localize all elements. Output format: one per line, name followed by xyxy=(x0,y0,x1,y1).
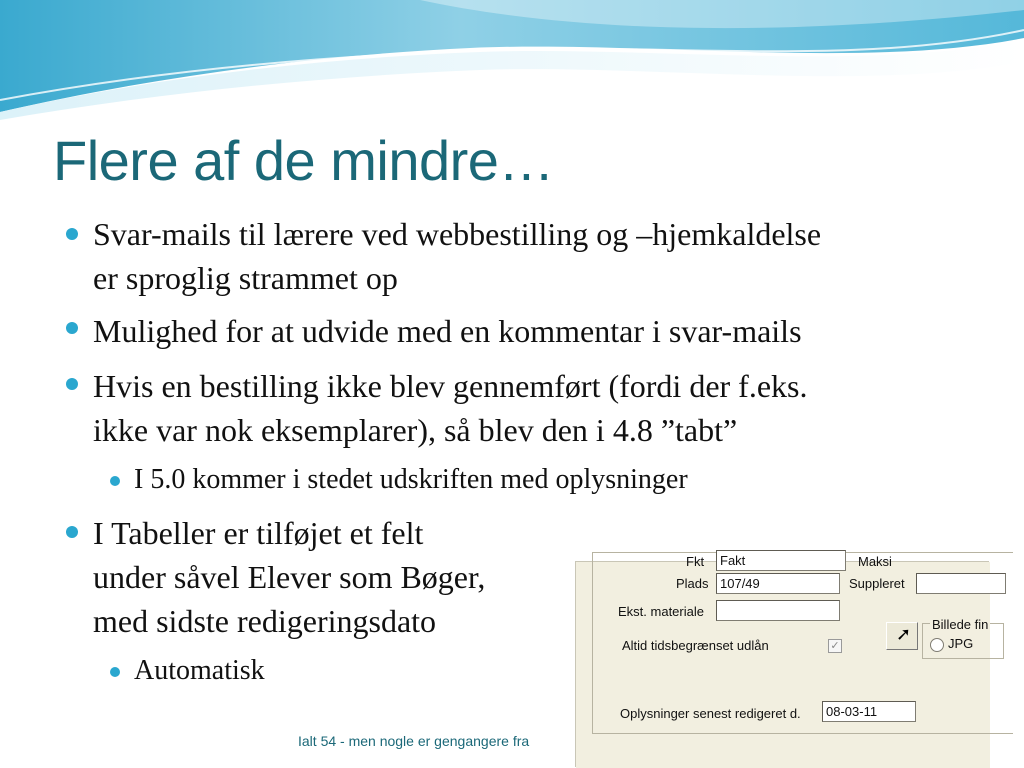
bullet-4-line-1: I Tabeller er tilføjet et felt xyxy=(93,515,424,551)
bullet-2: Mulighed for at udvide med en kommentar i svar-mails xyxy=(93,313,802,349)
bullet-1-line-2: er sproglig strammet op xyxy=(93,260,398,296)
redigeret-date-field[interactable]: 08-03-11 xyxy=(822,701,916,722)
bullet-dot xyxy=(66,526,78,538)
plads-label: Plads xyxy=(676,576,709,591)
tidsbegraenset-label: Altid tidsbegrænset udlån xyxy=(622,638,769,653)
jpg-label: JPG xyxy=(948,636,974,651)
top-label-partial: Fkt xyxy=(686,554,705,569)
bullet-dot xyxy=(66,322,78,334)
top-field-text: Fakt xyxy=(720,553,746,568)
plads-field[interactable]: 107/49 xyxy=(716,573,840,594)
browse-button[interactable] xyxy=(886,622,918,650)
sub-bullet-1: I 5.0 kommer i stedet udskriften med oplysninger xyxy=(134,464,688,495)
sub-bullet-2: Automatisk xyxy=(134,655,265,686)
bullet-4-line-3: med sidste redigeringsdato xyxy=(93,603,437,639)
billede-label: Billede fin xyxy=(932,617,989,632)
bullet-dot xyxy=(66,228,78,240)
cursor-arrow-icon: ➚ xyxy=(896,624,912,644)
sub-bullet-dot xyxy=(110,476,120,486)
bullet-1-line-1: Svar-mails til lærere ved webbestilling og –hjemkaldelse xyxy=(93,216,822,252)
bullet-dot xyxy=(66,378,78,390)
top-field-partial xyxy=(716,550,846,571)
ekst-materiale-field[interactable] xyxy=(716,600,840,621)
slide-title: Flere af de mindre… xyxy=(53,129,554,192)
tidsbegraenset-checkbox[interactable]: ✓ xyxy=(828,639,842,653)
suppleret-label: Suppleret xyxy=(849,576,905,591)
dialog-screenshot xyxy=(576,553,990,768)
redigeret-label: Oplysninger senest redigeret d. xyxy=(620,706,801,721)
sub-bullet-dot xyxy=(110,667,120,677)
bullet-4-line-2: under såvel Elever som Bøger, xyxy=(93,559,486,595)
bullet-3-line-2: ikke var nok eksemplarer), så blev den i 4.8 ”tabt” xyxy=(93,412,738,448)
ekst-materiale-label: Ekst. materiale xyxy=(618,604,704,619)
jpg-radio[interactable] xyxy=(930,638,944,652)
suppleret-field[interactable] xyxy=(916,573,1006,594)
top-label-partial-2: Maksi xyxy=(858,554,892,569)
header-wave-decoration xyxy=(0,0,1024,120)
bullet-3-line-1: Hvis en bestilling ikke blev gennemført (fordi der f.eks. xyxy=(93,368,808,404)
slide-footer: Ialt 54 - men nogle er gengangere fra xyxy=(298,733,530,749)
